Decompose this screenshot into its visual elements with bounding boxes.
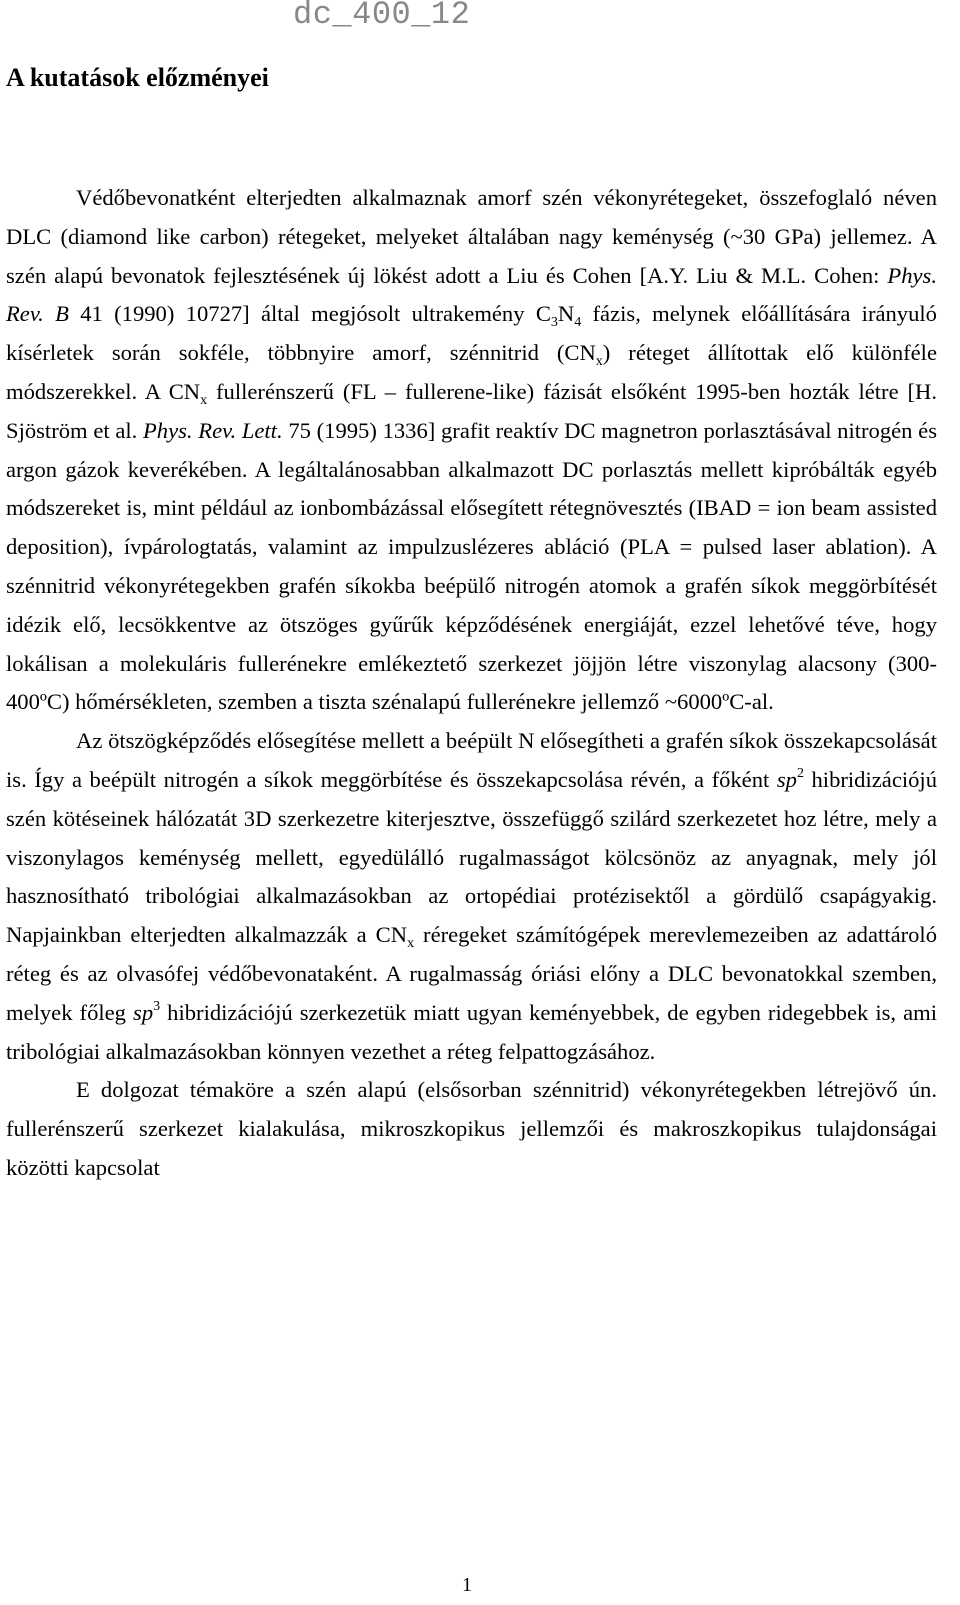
p1-text-4: fázis, melynek előállítására irányuló kísérletek során sokféle, többnyire amorf, szénnitrid (CN [6,301,937,366]
p1-text-7: 75 (1995) 1336] grafit reaktív DC magnetron porlasztásával nitrogén és argon gázok keverékében. A legáltalánosabban alkalmazott DC porlasztás mellett kipróbálták egyéb módszereket is, mint például az ionbombázással elősegített rétegnövesztés (IBAD = ion beam assisted deposition), ívpárologtatás, valamint az impulzuslézeres abláció (PLA = pulsed laser ablation). A szénnitrid vékonyrétegekben grafén síkokba beépülő nitrogén atomok a grafén síkok meggörbítését idézik elő, lecsökkentve az ötszöges gyűrűk képződésének energiáját, ezzel lehetővé téve, hogy lokálisan a molekuláris fullerénekre emlékeztető szerkezet jöjjön létre viszonylag alacsony (300-400ºC) hőmérsékleten, szemben a tiszta szénalapú fullerénekre jellemző ~6000ºC-al. [6,417,938,715]
journal-citation-2: Phys. Rev. Lett. [143,417,283,443]
p2-text-1: Az ötszögképződés elősegítése mellett a beépült N elősegítheti a grafén síkok összekapcsolását is. Így a beépült nitrogén a síkok meggörbítése és összekapcsolása révén, a főként [6,728,937,792]
subscript-3: 3 [550,315,558,331]
sp-term: sp [776,766,797,792]
paragraph-3 [6,1071,937,1187]
subscript-x: x [407,936,415,952]
p3-text-1: E dolgozat témaköre a szén alapú (elsősorban szénnitrid) vékonyrétegekben létrejövő ún. fullerénszerű szerkezet kialakulása, mikroszkopikus jellemzői és makroszkopikus tulajdonságai közötti kapcsolat [6,1077,937,1180]
p1-text-3: N [557,301,575,327]
paragraph-1 [6,179,937,722]
superscript-3: 3 [153,998,161,1014]
p2-text-4: hibridizációjú szerkezetük miatt ugyan keményebbek, de egyben ridegebbek is, ami tribológiai alkalmazásokban könnyen vezethet a réteg felpattogzásához. [6,999,937,1064]
section-heading: A kutatások előzményei [6,63,269,92]
journal-citation-1: Phys. Rev. B [6,262,937,327]
p1-text-2: 41 (1990) 10727] által megjósolt ultrakemény C [68,301,551,327]
p1-text-5: ) réteget állítottak elő különféle módszerekkel. A CN [6,340,937,404]
subscript-x: x [595,354,603,370]
p1-text-6: fullerénszerű (FL – fullerene-like) fázisát elsőként 1995-ben hozták létre [H. Sjöström et al. [6,378,937,443]
paragraph-2 [6,722,937,1071]
sp-term: sp [133,999,154,1025]
p2-text-2: hibridizációjú szén kötéseinek hálózatát 3D szerkezetre kiterjesztve, összefüggő szilárd szerkezetet hoz létre, mely a viszonylagos keménység mellett, egyedülálló rugalmasságot kölcsönöz az anyagnak, mely jól hasznosítható tribológiai alkalmazásokban az ortopédiai protézisektől a gördülő csapágyakig. Napjainkban elterjedten alkalmazzák a CN [6,766,937,948]
superscript-2: 2 [796,765,804,781]
subscript-x: x [200,392,208,408]
p1-text-1: Védőbevonatként elterjedten alkalmaznak amorf szén vékonyrétegeket, összefoglaló néven DLC (diamond like carbon) rétegeket, melyeket általában nagy keménység (~30 GPa) jellemez. A szén alapú bevonatok fejlesztésének új lökést adott a Liu és Cohen [A.Y. Liu & M.L. Cohen: [6,185,937,288]
p2-text-3: réregeket számítógépek merevlemezeiben az adattároló réteg és az olvasófej védőbevonataként. A rugalmasság óriási előny a DLC bevonatokkal szemben, melyek főleg [6,922,937,1025]
page-number: 1 [462,1574,472,1596]
body-text [6,179,937,1188]
subscript-4: 4 [574,315,582,331]
document-id: dc_400_12 [293,0,471,33]
